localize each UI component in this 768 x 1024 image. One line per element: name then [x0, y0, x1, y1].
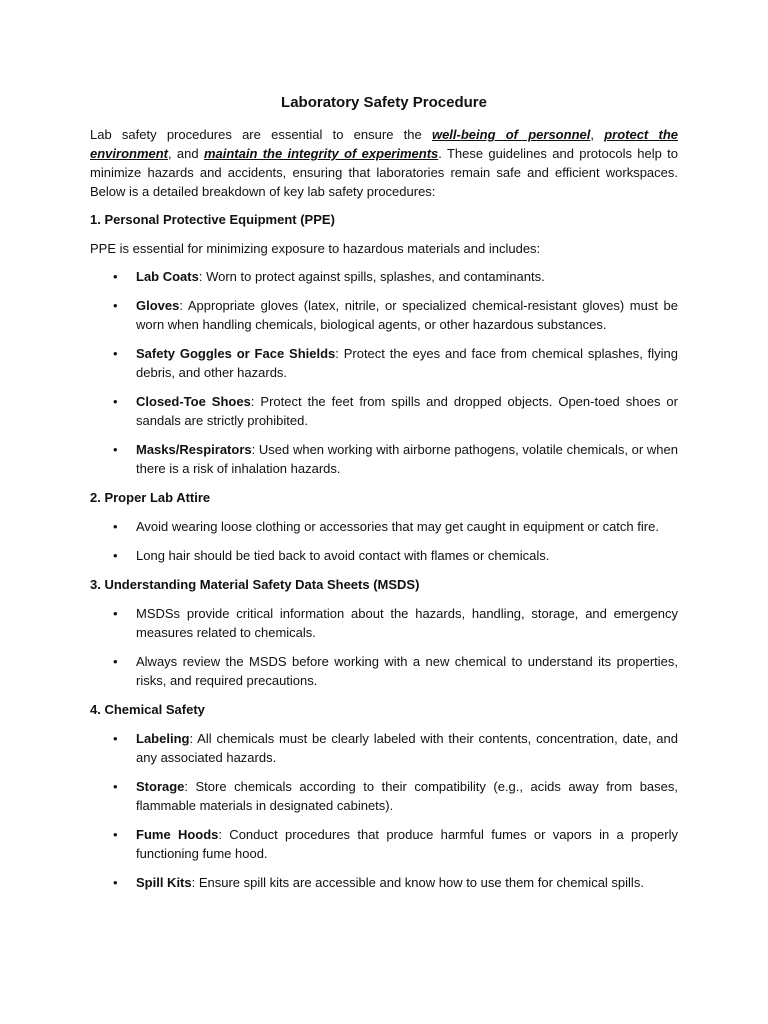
section-heading-attire: 2. Proper Lab Attire — [90, 490, 211, 505]
intro-text-2: , — [590, 127, 605, 142]
item-term: Fume Hoods — [136, 827, 219, 842]
bullet-icon: • — [113, 606, 118, 621]
list-item — [90, 546, 678, 565]
bullet-icon: • — [113, 548, 118, 563]
intro-emphasis-environment: protect the environment — [90, 127, 678, 161]
bullet-icon: • — [113, 731, 118, 746]
list-item — [90, 604, 678, 642]
item-text: Long hair should be tied back to avoid contact with flames or chemicals. — [136, 548, 550, 563]
intro-emphasis-integrity: maintain the integrity of experiments — [203, 146, 439, 161]
msds-list — [90, 604, 678, 690]
section-heading-chemical-safety: 4. Chemical Safety — [90, 702, 205, 717]
section-heading-ppe: 1. Personal Protective Equipment (PPE) — [90, 212, 335, 227]
item-text: : Appropriate gloves (latex, nitrile, or specialized chemical-resistant gloves) must be worn when handling chemicals, biological agents, or other hazardous substances. — [136, 298, 678, 332]
document-title: Laboratory Safety Procedure — [281, 94, 487, 111]
list-item — [90, 825, 678, 863]
item-text: MSDSs provide critical information about the hazards, handling, storage, and emergency measures related to chemicals. — [136, 606, 678, 640]
item-text: : Protect the feet from spills and dropped objects. Open-toed shoes or sandals are strictly prohibited. — [136, 394, 678, 428]
item-term: Labeling — [136, 731, 190, 746]
intro-emphasis-wellbeing: well-being of personnel — [431, 127, 591, 142]
list-item — [90, 267, 678, 286]
list-item — [90, 777, 678, 815]
bullet-icon: • — [113, 654, 118, 669]
intro-text-3: , and — [168, 146, 204, 161]
item-term: Masks/Respirators — [136, 442, 252, 457]
item-text: : All chemicals must be clearly labeled with their contents, concentration, date, and any associated hazards. — [136, 731, 678, 765]
list-item — [90, 729, 678, 767]
bullet-icon: • — [113, 875, 118, 890]
ppe-list — [90, 267, 678, 478]
item-text: Avoid wearing loose clothing or accessories that may get caught in equipment or catch fire. — [136, 519, 659, 534]
bullet-icon: • — [113, 442, 118, 457]
item-term: Safety Goggles or Face Shields — [136, 346, 336, 361]
item-text: : Store chemicals according to their compatibility (e.g., acids away from bases, flammable materials in designated cabinets). — [136, 779, 678, 813]
list-item — [90, 392, 678, 430]
item-term: Storage — [136, 779, 185, 794]
item-text: : Used when working with airborne pathogens, volatile chemicals, or when there is a risk of inhalation hazards. — [136, 442, 678, 476]
intro-text-1: Lab safety procedures are essential to ensure the — [90, 127, 432, 142]
list-item — [90, 517, 678, 536]
list-item — [90, 296, 678, 334]
list-item — [90, 873, 678, 892]
bullet-icon: • — [113, 779, 118, 794]
item-text: : Ensure spill kits are accessible and know how to use them for chemical spills. — [191, 875, 644, 890]
attire-list — [90, 517, 678, 565]
intro-paragraph — [90, 125, 678, 201]
bullet-icon: • — [113, 346, 118, 361]
list-item — [90, 440, 678, 478]
list-item — [90, 652, 678, 690]
section-lead-ppe: PPE is essential for minimizing exposure to hazardous materials and includes: — [90, 241, 541, 256]
item-term: Lab Coats — [136, 269, 199, 284]
list-item — [90, 344, 678, 382]
item-text: : Conduct procedures that produce harmful fumes or vapors in a properly functioning fume hood. — [136, 827, 678, 861]
item-term: Gloves — [136, 298, 180, 313]
item-text: : Worn to protect against spills, splashes, and contaminants. — [198, 269, 545, 284]
intro-text-4: . These guidelines and protocols help to minimize hazards and accidents, ensuring that laboratories remain safe and efficient workspaces. Below is a detailed breakdown of key lab safety procedures: — [90, 146, 679, 199]
item-text: Always review the MSDS before working with a new chemical to understand its properties, risks, and required precautions. — [136, 654, 678, 688]
item-term: Closed-Toe Shoes — [136, 394, 251, 409]
item-text: : Protect the eyes and face from chemical splashes, flying debris, and other hazards. — [136, 346, 678, 380]
chemical-safety-list — [90, 729, 678, 892]
section-heading-msds: 3. Understanding Material Safety Data Sheets (MSDS) — [90, 577, 420, 592]
bullet-icon: • — [113, 298, 118, 313]
bullet-icon: • — [113, 827, 118, 842]
item-term: Spill Kits — [136, 875, 192, 890]
bullet-icon: • — [113, 519, 118, 534]
bullet-icon: • — [113, 269, 118, 284]
bullet-icon: • — [113, 394, 118, 409]
